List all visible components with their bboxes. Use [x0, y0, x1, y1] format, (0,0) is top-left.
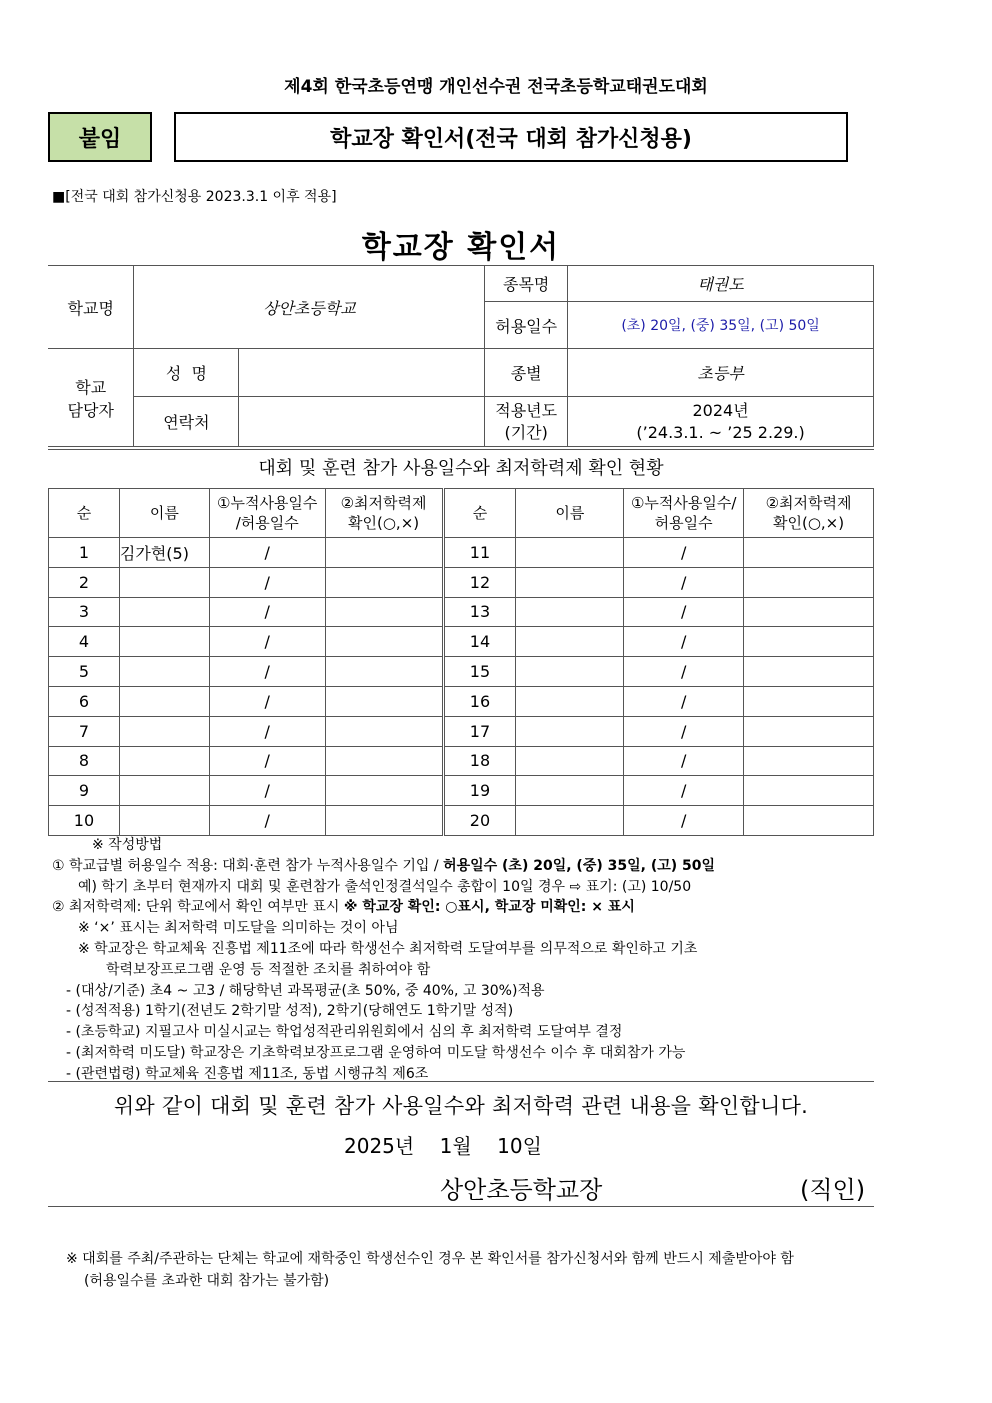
note-2-marking: ※ 학교장 확인: ○표시, 학교장 미확인: × 표시	[343, 899, 635, 916]
student-name-left[interactable]	[119, 657, 209, 687]
table-row	[49, 597, 874, 627]
student-name-right[interactable]	[516, 716, 624, 746]
student-name-right[interactable]	[516, 806, 624, 836]
event-label: 종목명	[485, 266, 568, 302]
table-row	[49, 716, 874, 746]
note-1-allowed-days: 허용일수 (초) 20일, (중) 35일, (고) 50일	[443, 857, 716, 874]
manager-label	[48, 349, 134, 447]
row-number-left: 5	[49, 657, 120, 687]
days-used-right[interactable]: /	[624, 538, 744, 568]
academic-check-right[interactable]	[744, 806, 874, 836]
days-used-right[interactable]: /	[624, 597, 744, 627]
row-number-right: 12	[443, 567, 516, 597]
days-used-right[interactable]: /	[624, 806, 744, 836]
row-number-right: 16	[443, 686, 516, 716]
school-name-label: 학교명	[48, 266, 134, 349]
days-used-right[interactable]: /	[624, 686, 744, 716]
col-academic-left-line1: ②최저학력제	[340, 493, 427, 512]
school-name-value: 상안초등학교	[134, 266, 485, 349]
period-value: (’24.3.1. ~ ’25 2.29.)	[636, 422, 805, 442]
student-name-left[interactable]	[119, 567, 209, 597]
academic-check-right[interactable]	[744, 597, 874, 627]
year-value-line1: 2024년	[692, 400, 749, 420]
roster-section-title: 대회 및 훈련 참가 사용일수와 최저학력제 확인 현황	[48, 449, 874, 488]
student-name-right[interactable]	[516, 627, 624, 657]
bullet-1: - (대상/기준) 초4 ~ 고3 / 해당학년 과목평균(초 50%, 중 40%, 고 30%)적용	[66, 982, 545, 999]
academic-check-left[interactable]	[325, 686, 443, 716]
row-number-right: 20	[443, 806, 516, 836]
manager-label-line2: 담당자	[67, 400, 114, 420]
school-info-table	[48, 265, 874, 447]
student-name-left[interactable]	[119, 597, 209, 627]
row-number-left: 7	[49, 716, 120, 746]
student-name-right[interactable]	[516, 597, 624, 627]
col-academic-right-line2: 확인(○,×)	[772, 514, 845, 532]
allowed-days-value: (초) 20일, (중) 35일, (고) 50일	[568, 302, 874, 349]
footer-line2: (허용일수를 초과한 대회 참가는 불가함)	[84, 1273, 330, 1289]
academic-check-left[interactable]	[325, 776, 443, 806]
student-name-right[interactable]	[516, 776, 624, 806]
year-value	[568, 397, 874, 447]
academic-check-left[interactable]	[325, 567, 443, 597]
year-label	[485, 397, 568, 447]
event-value: 태권도	[568, 266, 874, 302]
row-number-left: 3	[49, 597, 120, 627]
days-used-left[interactable]: /	[209, 806, 325, 836]
row-number-left: 8	[49, 746, 120, 776]
table-row	[49, 657, 874, 687]
days-used-left[interactable]: /	[209, 567, 325, 597]
table-row	[49, 776, 874, 806]
signer-name: 상안초등학교장	[440, 1176, 603, 1204]
division-label: 종별	[485, 349, 568, 397]
academic-check-left[interactable]	[325, 538, 443, 568]
table-row	[49, 567, 874, 597]
table-row	[49, 686, 874, 716]
col-name-right: 이름	[516, 489, 624, 538]
academic-check-left[interactable]	[325, 597, 443, 627]
academic-check-right[interactable]	[744, 776, 874, 806]
student-name-right[interactable]	[516, 746, 624, 776]
col-days-left-line1: ①누적사용일수	[217, 493, 318, 512]
contact-label: 연락처	[134, 397, 239, 447]
bullet-3: - (초등학교) 지필고사 미실시교는 학업성적관리위원회에서 심의 후 최저학력 도달여부 결정	[66, 1024, 623, 1041]
row-number-right: 17	[443, 716, 516, 746]
note-1	[52, 856, 892, 877]
table-row	[49, 538, 874, 568]
row-number-left: 9	[49, 776, 120, 806]
row-number-right: 15	[443, 657, 516, 687]
division-value: 초등부	[568, 349, 874, 397]
days-used-left[interactable]: /	[209, 657, 325, 687]
row-number-right: 18	[443, 746, 516, 776]
days-used-left[interactable]: /	[209, 597, 325, 627]
student-name-left[interactable]: 김가현(5)	[119, 538, 209, 568]
days-used-right[interactable]: /	[624, 746, 744, 776]
academic-check-right[interactable]	[744, 657, 874, 687]
student-name-left[interactable]	[119, 716, 209, 746]
row-number-left: 1	[49, 538, 120, 568]
confirmation-date: 2025년 1월 10일	[344, 1134, 542, 1158]
year-label-line1: 적용년도	[495, 400, 558, 420]
days-used-right[interactable]: /	[624, 657, 744, 687]
academic-check-right[interactable]	[744, 627, 874, 657]
col-academic-left-line2: 확인(○,×)	[348, 514, 420, 532]
writing-instructions	[52, 835, 892, 1085]
row-number-right: 19	[443, 776, 516, 806]
col-academic-left	[325, 489, 443, 538]
document-title: 학교장 확인서(전국 대회 참가신청용)	[174, 112, 848, 162]
confirmation-statement: 위와 같이 대회 및 훈련 참가 사용일수와 최저학력 관련 내용을 확인합니다.	[113, 1094, 809, 1118]
student-name-left[interactable]	[119, 627, 209, 657]
table-row	[49, 746, 874, 776]
allowed-days-label: 허용일수	[485, 302, 568, 349]
attachment-label: 붙임	[48, 112, 152, 162]
note-3: ※ ‘×’ 표시는 최저학력 미도달을 의미하는 것이 아님	[78, 920, 399, 937]
student-name-left[interactable]	[119, 686, 209, 716]
table-row	[49, 806, 874, 836]
main-title: 학교장 확인서	[361, 230, 561, 265]
days-used-left[interactable]: /	[209, 686, 325, 716]
col-no-right: 순	[443, 489, 516, 538]
academic-check-right[interactable]	[744, 567, 874, 597]
col-academic-right	[744, 489, 874, 538]
footer-note	[66, 1248, 794, 1292]
days-used-left[interactable]: /	[209, 776, 325, 806]
confirmation-block	[48, 1081, 874, 1207]
days-used-left[interactable]: /	[209, 538, 325, 568]
col-name-left: 이름	[119, 489, 209, 538]
student-name-left[interactable]	[119, 776, 209, 806]
row-number-left: 10	[49, 806, 120, 836]
days-used-left[interactable]: /	[209, 746, 325, 776]
row-number-right: 14	[443, 627, 516, 657]
days-used-right[interactable]: /	[624, 627, 744, 657]
competition-title: 제4회 한국초등연맹 개인선수권 전국초등학교태권도대회	[284, 77, 708, 97]
academic-check-left[interactable]	[325, 657, 443, 687]
manager-name-value[interactable]	[239, 349, 485, 397]
student-name-right[interactable]	[516, 657, 624, 687]
academic-check-right[interactable]	[744, 716, 874, 746]
apply-note: ■[전국 대회 참가신청용 2023.3.1 이후 적용]	[52, 189, 337, 205]
col-days-right-line1: ①누적사용일수/	[630, 493, 737, 512]
col-academic-right-line1: ②최저학력제	[765, 493, 852, 512]
student-name-right[interactable]	[516, 538, 624, 568]
note-4-line2: 학력보장프로그램 운영 등 적절한 조치를 취하여야 함	[106, 961, 431, 978]
bullet-5: - (관련법령) 학교체육 진흥법 제11조, 동법 시행규칙 제6조	[66, 1065, 429, 1082]
official-seal-label: (직인)	[800, 1176, 866, 1204]
row-number-left: 6	[49, 686, 120, 716]
manager-label-line1: 학교	[75, 377, 107, 397]
student-name-left[interactable]	[119, 806, 209, 836]
note-2-text: ② 최저학력제: 단위 학교에서 확인 여부만 표시	[52, 899, 344, 916]
note-4-line1: ※ 학교장은 학교체육 진흥법 제11조에 따라 학생선수 최저학력 도달여부를 의무적으로 확인하고 기초	[78, 940, 698, 957]
student-name-left[interactable]	[119, 746, 209, 776]
notes-heading: ※ 작성방법	[92, 837, 163, 853]
row-number-right: 11	[443, 538, 516, 568]
bullet-4: - (최저학력 미도달) 학교장은 기초학력보장프로그램 운영하여 미도달 학생선수 이수 후 대회참가 가능	[66, 1044, 686, 1061]
academic-check-left[interactable]	[325, 746, 443, 776]
contact-value[interactable]	[239, 397, 485, 447]
note-1-example: 예) 학기 초부터 현재까지 대회 및 훈련참가 출석인정결석일수 총합이 10일 경우 ⇨ 표기: (고) 10/50	[78, 878, 692, 895]
academic-check-right[interactable]	[744, 538, 874, 568]
academic-check-right[interactable]	[744, 746, 874, 776]
bullet-2: - (성적적용) 1학기(전년도 2학기말 성적), 2학기(당해연도 1학기말 성적)	[66, 1003, 514, 1020]
student-name-right[interactable]	[516, 567, 624, 597]
table-row	[49, 627, 874, 657]
days-used-left[interactable]: /	[209, 627, 325, 657]
row-number-right: 13	[443, 597, 516, 627]
days-used-right[interactable]: /	[624, 776, 744, 806]
academic-check-left[interactable]	[325, 716, 443, 746]
col-no-left: 순	[49, 489, 120, 538]
roster-body	[49, 538, 874, 836]
days-used-left[interactable]: /	[209, 716, 325, 746]
note-1-text: ① 학교급별 허용일수 적용: 대회·훈련 참가 누적사용일수 기입 /	[52, 857, 444, 874]
academic-check-right[interactable]	[744, 686, 874, 716]
manager-name-label: 성 명	[134, 349, 239, 397]
year-label-line2: (기간)	[504, 422, 548, 442]
academic-check-left[interactable]	[325, 806, 443, 836]
col-days-left	[209, 489, 325, 538]
student-name-right[interactable]	[516, 686, 624, 716]
col-days-right-line2: 허용일수	[654, 514, 713, 532]
footer-line1: ※ 대회를 주최/주관하는 단체는 학교에 재학중인 학생선수인 경우 본 확인서를 참가신청서와 함께 반드시 제출받아야 함	[66, 1251, 794, 1267]
academic-check-left[interactable]	[325, 627, 443, 657]
roster-table	[48, 488, 874, 836]
col-days-left-line2: /허용일수	[235, 514, 299, 532]
row-number-left: 4	[49, 627, 120, 657]
days-used-right[interactable]: /	[624, 716, 744, 746]
col-days-right	[624, 489, 744, 538]
days-used-right[interactable]: /	[624, 567, 744, 597]
row-number-left: 2	[49, 567, 120, 597]
note-2	[52, 897, 892, 918]
